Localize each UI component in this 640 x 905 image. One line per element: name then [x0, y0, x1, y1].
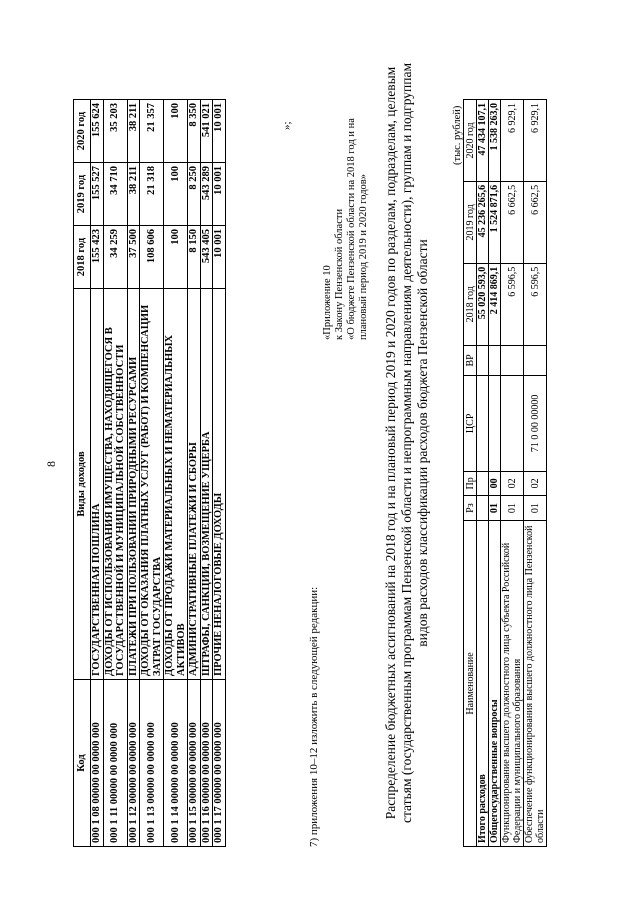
header-name: Наименование — [464, 520, 477, 846]
row-name: АДМИНИСТРАТИВНЫЕ ПЛАТЕЖИ И СБОРЫ — [188, 289, 201, 680]
row-2020: 35 203 — [103, 100, 127, 163]
row-2019: 100 — [164, 163, 188, 226]
row-name: ДОХОДЫ ОТ ОКАЗАНИЯ ПЛАТНЫХ УСЛУГ (РАБОТ) И КОМПЕНСАЦИИ ЗАТРАТ ГОСУДАРСТВА — [140, 289, 164, 680]
row-2020: 10 001 — [213, 100, 226, 163]
header-rz: Рз — [464, 496, 477, 521]
row-code: 000 1 16 00000 00 0000 000 — [200, 680, 213, 847]
row-code: 000 1 08 00000 00 0000 000 — [91, 680, 104, 847]
revenue-table — [73, 99, 226, 847]
row-2020: 1 538 263,0 — [489, 100, 501, 182]
section-heading: Распределение бюджетных ассигнований на 2018 год и на плановый период 2019 и 2020 годов по разделам, подразделам, целевым статьям (государственным программам Пензенской области и непрограммным направлениям деятельности), группам и подгруппам видов расходов классификации расходов бюджета Пензенской области — [383, 63, 430, 824]
row-rz — [477, 496, 489, 521]
expense-table — [463, 99, 547, 847]
row-csr: 71 0 00 00000 — [524, 376, 547, 471]
expense-table-header — [464, 100, 477, 847]
row-2018: 55 020 593,0 — [477, 263, 489, 345]
row-2018: 34 259 — [103, 226, 127, 289]
row-2019: 45 236 265,6 — [477, 181, 489, 263]
table-closing-quote: »; — [281, 121, 293, 130]
row-rz: 01 — [501, 496, 524, 521]
row-name: ШТРАФЫ, САНКЦИИ, ВОЗМЕЩЕНИЕ УЩЕРБА — [200, 289, 213, 680]
table-row — [200, 100, 213, 847]
row-2019: 6 662,5 — [501, 181, 524, 263]
row-name: ПЛАТЕЖИ ПРИ ПОЛЬЗОВАНИИ ПРИРОДНЫМИ РЕСУРСАМИ — [127, 289, 140, 680]
row-2020: 155 624 — [91, 100, 104, 163]
appendix-line: «О бюджете Пензенской области на 2018 год и на — [346, 118, 357, 340]
row-code: 000 1 12 00000 00 0000 000 — [127, 680, 140, 847]
row-name: Общегосударственные вопросы — [489, 520, 501, 846]
header-vr: ВР — [464, 345, 477, 375]
row-2020: 100 — [164, 100, 188, 163]
row-pr: 02 — [501, 471, 524, 496]
header-2020: 2020 год — [464, 100, 477, 182]
row-2018: 6 596,5 — [501, 263, 524, 345]
row-2019: 543 289 — [200, 163, 213, 226]
row-2019: 10 001 — [213, 163, 226, 226]
row-2018: 2 414 869,1 — [489, 263, 501, 345]
row-2018: 8 150 — [188, 226, 201, 289]
row-vr — [501, 345, 524, 375]
row-2020: 21 357 — [140, 100, 164, 163]
revenue-table-header — [74, 100, 91, 847]
row-2019: 8 250 — [188, 163, 201, 226]
row-2020: 6 929,1 — [501, 100, 524, 182]
table-row — [489, 100, 501, 847]
row-vr — [524, 345, 547, 375]
row-pr — [477, 471, 489, 496]
row-name: Итого расходов — [477, 520, 489, 846]
table-row — [164, 100, 188, 847]
header-2019: 2019 год — [464, 181, 477, 263]
row-code: 000 1 17 00000 00 0000 000 — [213, 680, 226, 847]
row-2018: 10 001 — [213, 226, 226, 289]
row-2018: 6 596,5 — [524, 263, 547, 345]
row-vr — [477, 345, 489, 375]
table-row — [188, 100, 201, 847]
row-2018: 108 606 — [140, 226, 164, 289]
row-2020: 541 021 — [200, 100, 213, 163]
appendix-line: плановый период 2019 и 2020 годов» — [358, 174, 369, 340]
row-name: ПРОЧИЕ НЕНАЛОГОВЫЕ ДОХОДЫ — [213, 289, 226, 680]
row-2019: 6 662,5 — [524, 181, 547, 263]
amendment-note: 7) приложения 10–12 изложить в следующей редакции: — [308, 586, 320, 847]
header-2018: 2018 год — [74, 226, 91, 289]
row-rz: 01 — [489, 496, 501, 521]
header-code: Код — [74, 680, 91, 847]
row-name: ГОСУДАРСТВЕННАЯ ПОШЛИНА — [91, 289, 104, 680]
row-2019: 1 524 871,6 — [489, 181, 501, 263]
appendix-caption — [322, 118, 370, 340]
units-label: (тыс. рублей) — [452, 105, 463, 165]
row-2018: 37 500 — [127, 226, 140, 289]
table-row — [477, 100, 489, 847]
row-name: Функционирование высшего должностного лица субъекта Российской Федерации и муниципального образования — [501, 520, 524, 846]
table-row — [524, 100, 547, 847]
header-2018: 2018 год — [464, 263, 477, 345]
row-2019: 34 710 — [103, 163, 127, 226]
row-rz: 01 — [524, 496, 547, 521]
appendix-line: «Приложение 10 — [322, 265, 333, 340]
row-2020: 38 211 — [127, 100, 140, 163]
row-2018: 100 — [164, 226, 188, 289]
row-2018: 155 423 — [91, 226, 104, 289]
header-2020: 2020 год — [74, 100, 91, 163]
row-2020: 47 434 107,1 — [477, 100, 489, 182]
table-row — [127, 100, 140, 847]
header-csr: ЦСР — [464, 376, 477, 471]
row-name: Обеспечение функционирования высшего должностного лица Пензенской области — [524, 520, 547, 846]
header-pr: Пр — [464, 471, 477, 496]
row-name: ДОХОДЫ ОТ ИСПОЛЬЗОВАНИЯ ИМУЩЕСТВА, НАХОДЯЩЕГОСЯ В ГОСУДАРСТВЕННОЙ И МУНИЦИПАЛЬНОЙ СОБСТВЕННОСТИ — [103, 289, 127, 680]
row-csr — [477, 376, 489, 471]
row-csr — [489, 376, 501, 471]
header-name: Виды доходов — [74, 289, 91, 680]
row-2019: 21 318 — [140, 163, 164, 226]
row-code: 000 1 13 00000 00 0000 000 — [140, 680, 164, 847]
row-vr — [489, 345, 501, 375]
row-2020: 6 929,1 — [524, 100, 547, 182]
row-2018: 543 405 — [200, 226, 213, 289]
row-pr: 02 — [524, 471, 547, 496]
table-row — [213, 100, 226, 847]
row-code: 000 1 15 00000 00 0000 000 — [188, 680, 201, 847]
appendix-line: к Закону Пензенской области — [334, 208, 345, 340]
row-2019: 38 211 — [127, 163, 140, 226]
table-row — [501, 100, 524, 847]
table-row — [91, 100, 104, 847]
table-row — [140, 100, 164, 847]
row-pr: 00 — [489, 471, 501, 496]
page-number: 8 — [44, 461, 58, 467]
row-code: 000 1 14 00000 00 0000 000 — [164, 680, 188, 847]
row-code: 000 1 11 00000 00 0000 000 — [103, 680, 127, 847]
row-2019: 155 527 — [91, 163, 104, 226]
row-csr — [501, 376, 524, 471]
table-row — [103, 100, 127, 847]
header-2019: 2019 год — [74, 163, 91, 226]
row-name: ДОХОДЫ ОТ ПРОДАЖИ МАТЕРИАЛЬНЫХ И НЕМАТЕРИАЛЬНЫХ АКТИВОВ — [164, 289, 188, 680]
row-2020: 8 350 — [188, 100, 201, 163]
